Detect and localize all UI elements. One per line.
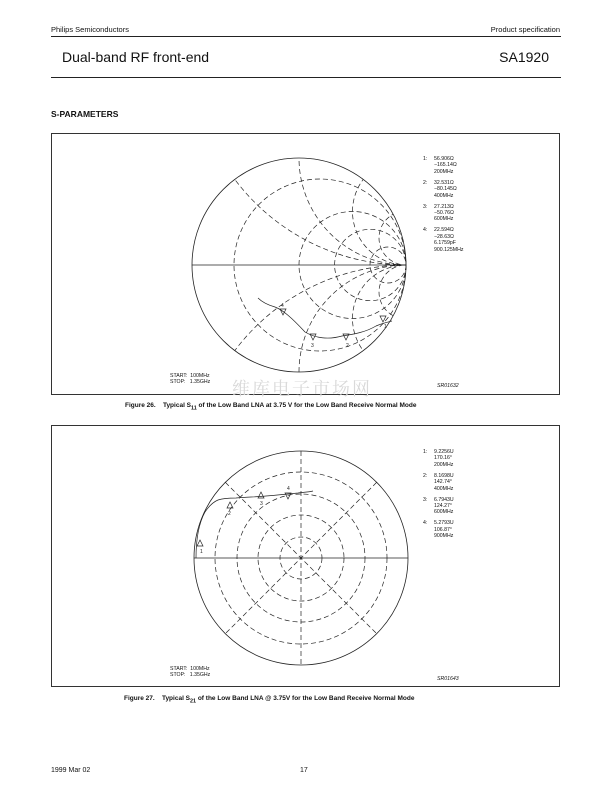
s11-figure-code: SR01632	[437, 383, 459, 389]
company-name: Philips Semiconductors	[51, 25, 129, 34]
s21-figure-code: SR01643	[437, 676, 459, 682]
footer-page-number: 17	[300, 767, 308, 774]
s21-marker-3	[258, 492, 264, 498]
s11-marker-label-1: 1	[384, 324, 387, 330]
s21-marker-label-3: 3	[260, 501, 263, 507]
s11-readout-1: 1: 56.906Ω −165.14Ω 200MHz	[423, 156, 457, 175]
document-title: Dual-band RF front-end	[62, 49, 210, 65]
s11-readout-2: 2: 32.531Ω −80.145Ω 400MHz	[423, 179, 457, 199]
figure-26-caption: Figure 26. Typical $S_{11}$ of the Low Band LNA at 3.75 V for the Low Band Receive Normal Mode	[125, 402, 417, 412]
s21-marker-1	[197, 540, 203, 546]
s21-marker-readouts	[423, 449, 454, 544]
part-number: SA1920	[499, 49, 549, 65]
s21-marker-label-4: 4	[287, 486, 290, 492]
s21-trace	[196, 491, 313, 558]
watermark: 维库电子市场网	[232, 379, 372, 400]
s21-start: START: 100MHz	[170, 666, 210, 672]
s21-readout-4: 4: 5.2793U 106.87° 900MHz	[423, 520, 454, 540]
s21-sweep-range	[170, 666, 210, 678]
s21-marker-label-1: 1	[200, 549, 203, 555]
s21-readout-3: 3: 6.7943U 124.27° 600MHz	[423, 496, 454, 516]
section-title: S-PARAMETERS	[51, 109, 119, 119]
s11-start: START: 100MHz	[170, 373, 210, 379]
footer-date: 1999 Mar 02	[51, 767, 91, 774]
s21-marker-label-2: 2	[228, 511, 231, 517]
figure-27-caption: Figure 27. Typical $S_{21}$ of the Low Band LNA @ 3.75V for the Low Band Receive Normal Mode	[124, 695, 415, 705]
document-type: Product specification	[490, 25, 560, 34]
s11-stop: STOP: 1.35GHz	[170, 379, 211, 386]
s11-marker-label-4: 4	[281, 303, 284, 309]
s11-readout-3: 3: 27.213Ω −50.76Ω 600MHz	[423, 203, 454, 223]
s11-marker-label-3: 3	[311, 343, 314, 349]
s11-readout-4: 4: 22.594Ω −28.63Ω 6.1759pF 900.125MHz	[423, 227, 464, 253]
s21-stop: STOP: 1.35GHz	[170, 672, 211, 679]
s11-marker-label-2: 2	[346, 343, 349, 349]
s21-readout-2: 2: 8.1698U 142.74° 400MHz	[423, 472, 454, 492]
s21-readout-1: 1: 9.2256U 170.16° 200MHz	[423, 449, 454, 468]
